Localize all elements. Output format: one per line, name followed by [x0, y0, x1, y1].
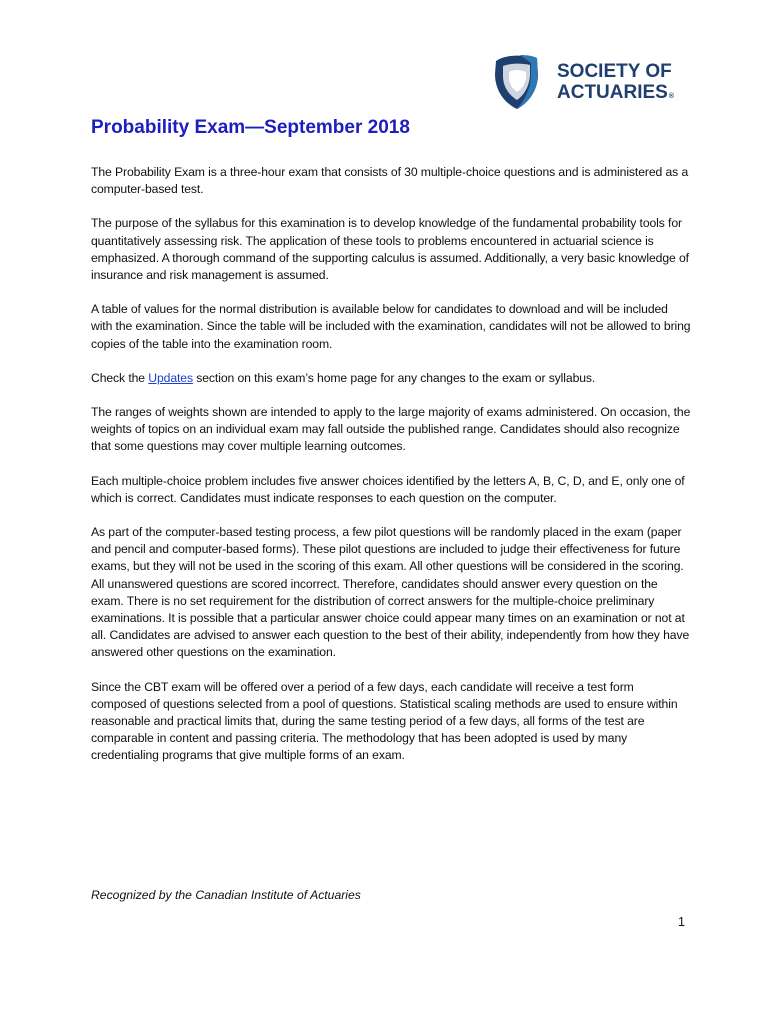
paragraph-weights: The ranges of weights shown are intended to apply to the large majority of exams administered. On occasion, the weights of topics on an individual exam may fall outside the published range. Candidates should also recognize that some questions may cover multiple learning outcomes. [91, 405, 691, 454]
updates-text-after: section on this exam’s home page for any changes to the exam or syllabus. [192, 370, 596, 385]
document-body [91, 164, 691, 782]
paragraph-answer-choices: Each multiple-choice problem includes five answer choices identified by the letters A, B, C, D, and E, only one of which is correct. Candidates must indicate responses to each question on the computer. [91, 473, 685, 505]
paragraph-exam-overview: The Probability Exam is a three-hour exam that consists of 30 multiple-choice questions and is administered as a computer-based test. [91, 165, 689, 197]
logo-line-1: SOCIETY OF [557, 61, 672, 82]
page-number: 1 [678, 915, 685, 929]
paragraph-updates [91, 370, 691, 387]
updates-text-before: Check the [91, 370, 149, 385]
paragraph-normal-table: A table of values for the normal distribution is available below for candidates to download and will be included with the examination. Since the table will be included with the examination, candidates will not be allowed to bring copies of the table into the examination room. [91, 302, 691, 351]
shield-icon [492, 54, 548, 110]
registered-mark: ® [668, 93, 675, 100]
logo-line-2 [557, 82, 674, 107]
paragraph-syllabus-purpose: The purpose of the syllabus for this examination is to develop knowledge of the fundamental probability tools for quantitatively assessing risk. The application of these tools to problems encountered in actuarial science is emphasized. A thorough command of the supporting calculus is assumed. Additionally, a very basic knowledge of insurance and risk management is assumed. [91, 216, 689, 283]
page-title: Probability Exam—September 2018 [91, 117, 410, 138]
society-of-actuaries-logo [492, 54, 692, 110]
paragraph-cbt-forms: Since the CBT exam will be offered over a period of a few days, each candidate will receive a test form composed of questions selected from a pool of questions. Statistical scaling methods are used to ensure within reasonable and practical limits that, during the same testing period of a few days, all forms of the test are comparable in content and passing criteria. The methodology that has been adopted is used by many credentialing programs that give multiple forms of an exam. [91, 679, 678, 763]
paragraph-pilot-questions: As part of the computer-based testing process, a few pilot questions will be randomly placed in the exam (paper and pencil and computer-based forms). These pilot questions are included to judge their effectiveness for future exams, but they will not be used in the scoring of this exam. All other questions will be considered in the scoring. All unanswered questions are scored incorrect. Therefore, candidates should answer every question on the exam. There is no set requirement for the distribution of correct answers for the multiple-choice preliminary examinations. It is possible that a particular answer choice could appear many times on an examination or not at all. Candidates are advised to answer each question to the best of their ability, independently from how they have answered other questions on the examination. [91, 525, 690, 660]
logo-line-2-text: ACTUARIES [557, 82, 668, 103]
logo-wordmark [557, 61, 674, 107]
updates-link[interactable]: Updates [148, 370, 193, 385]
footer-recognition-note: Recognized by the Canadian Institute of Actuaries [91, 888, 361, 902]
